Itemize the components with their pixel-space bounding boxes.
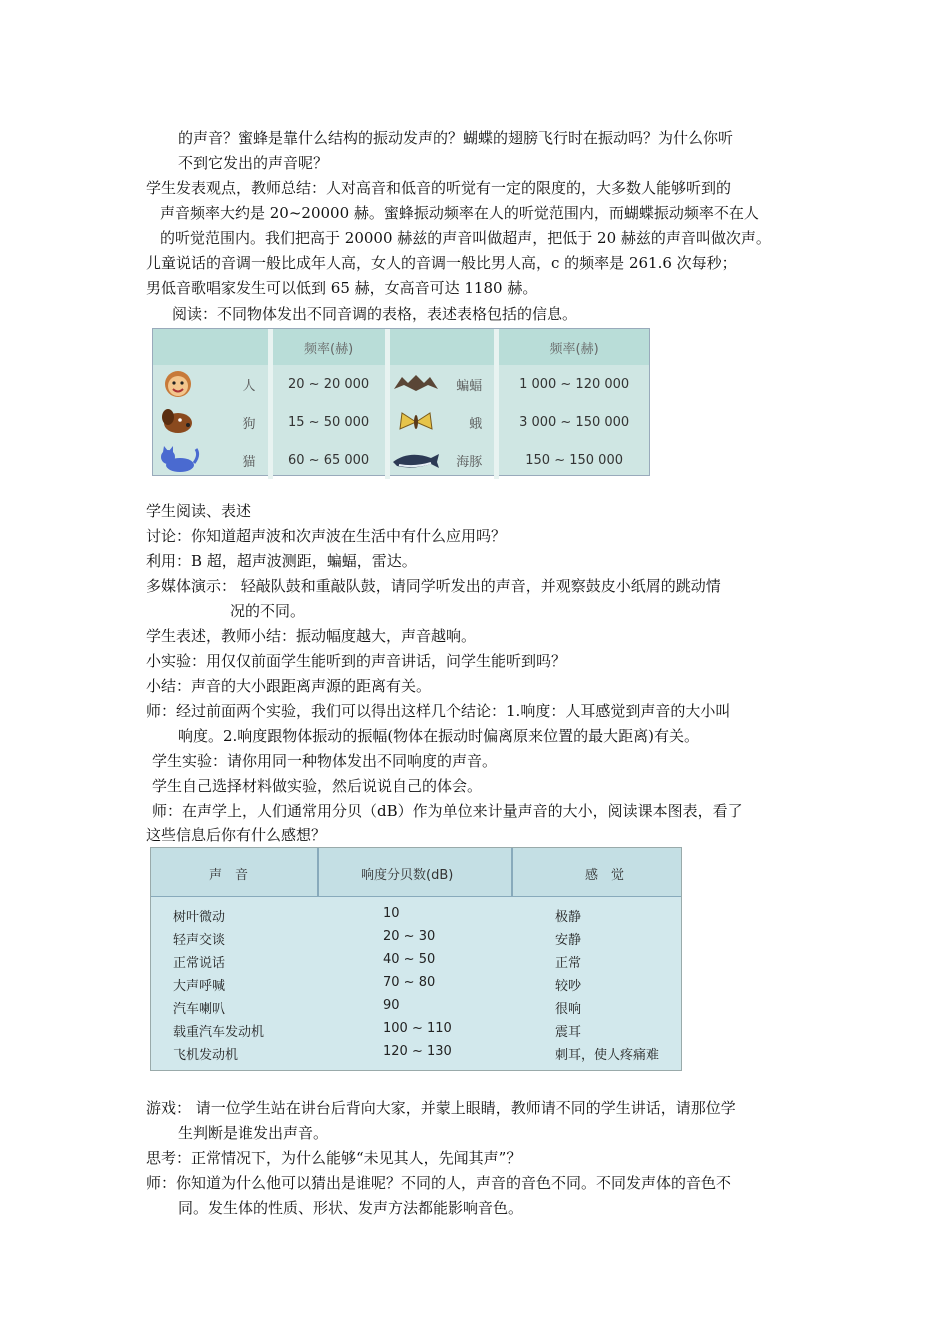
boy-face-icon: [158, 369, 198, 399]
text-line: 声音频率大约是 20~20000 赫。蜜蜂振动频率在人的听觉范围内，而蝴蝶振动频率不在人: [160, 204, 759, 222]
column-header: 响度分贝数(dB): [361, 868, 454, 883]
table-row: [151, 929, 681, 952]
text-line: 利用：B 超，超声波测距，蝙蝠，雷达。: [146, 552, 417, 570]
frequency-header: 频率(赫): [270, 329, 387, 365]
decibel-value: 10: [383, 906, 400, 921]
text-line: 讨论：你知道超声波和次声波在生活中有什么应用吗？: [146, 527, 507, 545]
column-header: 感 觉: [585, 868, 625, 883]
text-line: 的听觉范围内。我们把高于 20000 赫兹的声音叫做超声，把低于 20 赫兹的声音叫做次声。: [160, 229, 771, 247]
table-row: [151, 1021, 681, 1044]
text-line: 同。发生体的性质、形状、发声方法都能影响音色。: [178, 1199, 524, 1217]
feeling: 安静: [555, 933, 582, 948]
table-row: [153, 403, 649, 441]
frequency-range: 150 ~ 150 000: [525, 452, 623, 468]
loudness-table-figure: [150, 847, 682, 1071]
text-line: 学生表述，教师小结：振动幅度越大，声音越响。: [146, 627, 477, 645]
text-line: 男低音歌唱家发生可以低到 65 赫，女高音可达 1180 赫。: [146, 279, 538, 297]
table-header: [151, 848, 681, 897]
feeling: 很响: [555, 1002, 582, 1017]
dolphin-icon: [391, 448, 441, 472]
feeling: 极静: [555, 910, 582, 925]
sound-source: 载重汽车发动机: [173, 1025, 265, 1040]
sound-source: 大声呼喊: [173, 979, 226, 994]
animal-name: 海豚: [442, 441, 497, 479]
text-line: 多媒体演示： 轻敲队鼓和重敲队鼓，请同学听发出的声音，并观察鼓皮小纸屑的跳动情: [146, 577, 721, 595]
text-line: 生判断是谁发出声音。: [178, 1124, 329, 1142]
table-row: [151, 975, 681, 998]
column-header: 声 音: [209, 868, 249, 883]
text-line: 学生发表观点，教师总结：人对高音和低音的听觉有一定的限度的，大多数人能够听到的: [146, 179, 732, 197]
frequency-range: 60 ~ 65 000: [270, 441, 387, 479]
table-row: [151, 906, 681, 929]
decibel-value: 70 ~ 80: [383, 975, 436, 990]
text-line: 学生自己选择材料做实验，然后说说自己的体会。: [152, 777, 483, 795]
text-line: 况的不同。: [230, 602, 306, 620]
text-line: 响度。2.响度跟物体振动的振幅(物体在振动时偏离原来位置的最大距离)有关。: [178, 727, 700, 745]
bat-icon: [392, 371, 440, 397]
animal-name: 狗: [203, 403, 270, 441]
feeling: 刺耳，使人疼痛难: [555, 1048, 660, 1063]
text-line: 不到它发出的声音呢？: [178, 154, 329, 172]
sound-source: 树叶微动: [173, 910, 226, 925]
frequency-table-figure: [152, 328, 650, 476]
animal-name: 蛾: [442, 403, 497, 441]
decibel-value: 40 ~ 50: [383, 952, 436, 967]
text-line: 这些信息后你有什么感想？: [146, 826, 327, 844]
text-line: 儿童说话的音调一般比成年人高，女人的音调一般比男人高，c 的频率是 261.6 次每秒；: [146, 254, 737, 272]
animal-name: 猫: [203, 441, 270, 479]
decibel-value: 20 ~ 30: [383, 929, 436, 944]
feeling: 震耳: [555, 1025, 582, 1040]
frequency-range: 1 000 ~ 120 000: [519, 376, 630, 392]
frequency-header: 频率(赫): [497, 329, 649, 365]
decibel-value: 120 ~ 130: [383, 1044, 452, 1059]
text-line: 思考：正常情况下，为什么能够“未见其人，先闻其声”？: [146, 1149, 522, 1167]
sound-source: 轻声交谈: [173, 933, 226, 948]
frequency-range: 20 ~ 20 000: [270, 365, 387, 403]
decibel-value: 90: [383, 998, 400, 1013]
text-line: 师：在声学上，人们通常用分贝（dB）作为单位来计量声音的大小，阅读课本图表，看了: [152, 802, 743, 820]
cat-icon: [156, 445, 200, 475]
table-row: [153, 441, 649, 479]
text-line: 小实验：用仅仅前面学生能听到的声音讲话，问学生能听到吗？: [146, 652, 567, 670]
animal-name: 人: [203, 365, 270, 403]
sound-source: 正常说话: [173, 956, 226, 971]
animal-name: 蝙蝠: [442, 365, 497, 403]
text-line: 学生实验：请你用同一种物体发出不同响度的声音。: [152, 752, 498, 770]
decibel-value: 100 ~ 110: [383, 1021, 452, 1036]
text-line: 阅读：不同物体发出不同音调的表格，表述表格包括的信息。: [172, 305, 578, 323]
dog-icon: [158, 407, 198, 437]
feeling: 正常: [555, 956, 582, 971]
table-row: [151, 1044, 681, 1067]
frequency-range: 3 000 ~ 150 000: [519, 414, 630, 430]
sound-source: 飞机发动机: [173, 1048, 239, 1063]
table-row: [151, 998, 681, 1021]
feeling: 较吵: [555, 979, 582, 994]
text-line: 游戏： 请一位学生站在讲台后背向大家，并蒙上眼睛，教师请不同的学生讲话，请那位学: [146, 1099, 736, 1117]
text-line: 学生阅读、表述: [146, 502, 252, 520]
text-line: 小结：声音的大小跟距离声源的距离有关。: [146, 677, 432, 695]
table-row: [151, 952, 681, 975]
text-line: 师：经过前面两个实验，我们可以得出这样几个结论：1.响度：人耳感觉到声音的大小叫: [146, 702, 731, 720]
sound-source: 汽车喇叭: [173, 1002, 226, 1017]
text-line: 师：你知道为什么他可以猜出是谁呢？不同的人，声音的音色不同。不同发声体的音色不: [146, 1174, 732, 1192]
moth-icon: [396, 409, 436, 435]
text-line: 的声音？蜜蜂是靠什么结构的振动发声的？蝴蝶的翅膀飞行时在振动吗？为什么你听: [178, 129, 734, 147]
frequency-range: 15 ~ 50 000: [270, 403, 387, 441]
table-row: [153, 365, 649, 403]
